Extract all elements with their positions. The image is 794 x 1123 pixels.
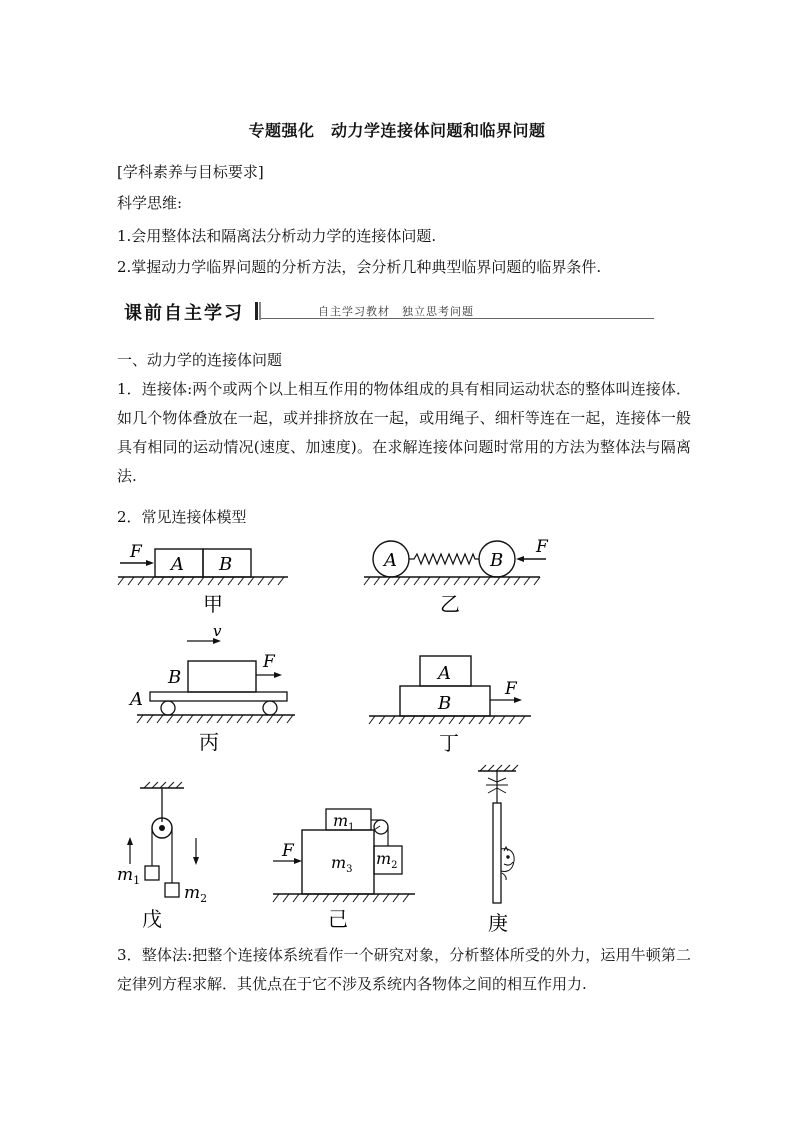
figure-caption: 乙: [440, 592, 460, 615]
figure-caption: 丁: [439, 731, 459, 755]
block-b-label: B: [438, 693, 452, 714]
mass-2-label: $m_2$: [184, 883, 208, 905]
force-label: F: [263, 652, 275, 672]
thinking-label: 科学思维:: [117, 194, 183, 212]
goal-item-2: 2.掌握动力学临界问题的分析方法，会分析几种典型临界问题的临界条件.: [117, 258, 602, 276]
paragraph-whole-method: 3．整体法:把整个连接体系统看作一个研究对象，分析整体所受的外力，运用牛顿第二定律列方程求解．其优点在于它不涉及系统内各物体之间的相互作用力.: [117, 946, 691, 993]
ball-b-label: B: [490, 550, 504, 571]
vertical-pole: [493, 803, 501, 903]
figure-caption: 己: [328, 907, 348, 931]
board-a: [150, 692, 287, 701]
down-arrow: [193, 857, 199, 865]
mass-2: [165, 883, 179, 897]
mass-3-label: $m_3$: [331, 853, 353, 875]
figure-wu: [112, 780, 222, 935]
force-label: F: [505, 679, 517, 699]
figure-yi: [360, 530, 560, 615]
mass-1-label: $m_1$: [117, 865, 141, 887]
figure-ji: [265, 800, 430, 935]
banner-divider: [255, 302, 258, 320]
figure-ding: [365, 650, 535, 755]
block-b-label: B: [219, 554, 233, 575]
block-b-label: B: [168, 667, 182, 688]
board-a-label: A: [130, 689, 143, 710]
banner-title: 课前自主学习: [124, 303, 244, 324]
banner-underline: [261, 318, 654, 319]
figure-caption: 丙: [199, 730, 219, 753]
spring: [409, 554, 479, 564]
block-a-label: A: [171, 554, 184, 575]
goal-item-1: 1.会用整体法和隔离法分析动力学的连接体问题.: [117, 227, 437, 245]
page-title: 专题强化 动力学连接体问题和临界问题: [248, 121, 546, 140]
ball-a-label: A: [384, 550, 397, 571]
figure-jia: [110, 535, 300, 615]
block-a-label: A: [438, 663, 451, 684]
figure-geng: [468, 763, 538, 935]
mass-2-label: $m_2$: [376, 849, 398, 871]
pulley: [374, 820, 388, 834]
force-label: F: [536, 537, 548, 557]
block-b: [188, 661, 256, 692]
mass-1-label: $m_1$: [333, 811, 355, 833]
wheel-left: [161, 701, 175, 715]
figure-caption: 甲: [203, 592, 223, 615]
figure-caption: 庚: [488, 911, 508, 935]
cat-icon: [501, 847, 514, 880]
velocity-label: v: [213, 628, 222, 640]
force-label: F: [282, 841, 294, 861]
section-banner: [118, 299, 654, 323]
goals-header: [学科素养与目标要求]: [117, 163, 264, 181]
paragraph-models: 2．常见连接体模型: [117, 508, 247, 526]
banner-subtitle: 自主学习教材 独立思考问题: [318, 305, 474, 318]
wheel-right: [263, 701, 277, 715]
section-heading: 一、动力学的连接体问题: [117, 351, 283, 369]
up-arrow: [127, 837, 133, 845]
figure-bing: [125, 628, 300, 753]
figure-caption: 戊: [142, 907, 162, 931]
force-label: F: [130, 542, 142, 562]
mass-1: [145, 866, 159, 880]
paragraph-connected-body: 1．连接体:两个或两个以上相互作用的物体组成的具有相同运动状态的整体叫连接体．如几个物体叠放在一起，或并排挤放在一起，或用绳子、细杆等连在一起，连接体一般具有相同的运动情况(速度、加速度)。在求解连接体问题时常用的方法为整体法与隔离法.: [117, 380, 691, 485]
